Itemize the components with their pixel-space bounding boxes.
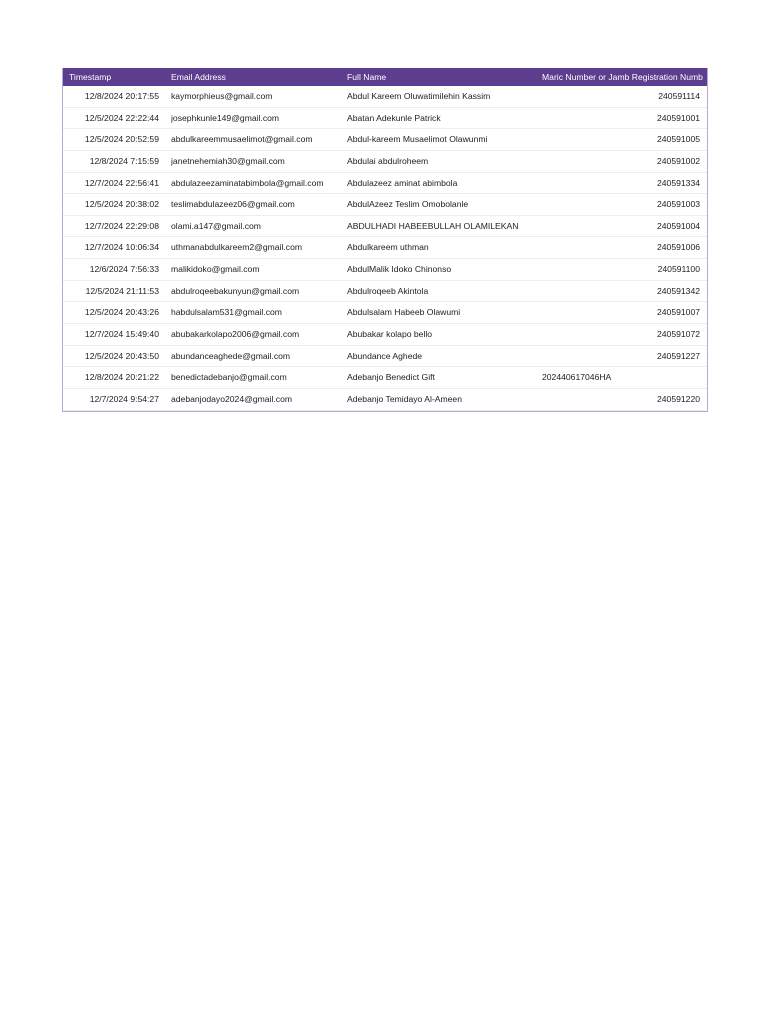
cell-full-name[interactable]: AbdulMalik Idoko Chinonso (347, 264, 452, 275)
cell-matric-number[interactable]: 240591007 (656, 307, 700, 318)
cell-timestamp[interactable]: 12/5/2024 20:43:50 (84, 350, 159, 361)
cell-full-name[interactable]: Abdulroqeeb Akintola (347, 285, 429, 296)
table-row[interactable] (63, 173, 707, 195)
cell-full-name[interactable]: Abubakar kolapo bello (347, 329, 433, 340)
cell-full-name[interactable]: Abdulazeez aminat abimbola (347, 177, 458, 188)
cell-matric-number[interactable]: 240591100 (657, 264, 700, 275)
table-row[interactable] (63, 346, 707, 368)
cell-timestamp[interactable]: 12/7/2024 22:29:08 (84, 220, 159, 231)
column-header-matric-number[interactable]: Maric Number or Jamb Registration Numb (542, 72, 703, 82)
table-row[interactable] (63, 151, 707, 173)
cell-email[interactable]: uthmanabdulkareem2@gmail.com (171, 242, 303, 253)
cell-full-name[interactable]: AbdulAzeez Teslim Omobolanle (347, 199, 469, 210)
cell-matric-number[interactable]: 240591342 (656, 285, 700, 296)
cell-timestamp[interactable]: 12/7/2024 22:56:41 (84, 177, 159, 188)
cell-matric-number[interactable]: 240591004 (656, 220, 700, 231)
table-row[interactable] (63, 324, 707, 346)
cell-timestamp[interactable]: 12/5/2024 20:43:26 (84, 307, 159, 318)
cell-timestamp[interactable]: 12/5/2024 21:11:53 (85, 285, 159, 296)
cell-matric-number[interactable]: 240591072 (656, 329, 700, 340)
cell-email[interactable]: adebanjodayo2024@gmail.com (171, 393, 293, 404)
cell-matric-number[interactable]: 240591114 (658, 91, 700, 101)
cell-matric-number[interactable]: 240591001 (656, 112, 700, 123)
cell-matric-number[interactable]: 240591003 (656, 199, 700, 210)
cell-full-name[interactable]: Abundance Aghede (347, 350, 423, 361)
column-header-email[interactable]: Email Address (171, 72, 226, 82)
cell-timestamp[interactable]: 12/5/2024 22:22:44 (84, 112, 159, 123)
table-body (63, 86, 707, 411)
cell-email[interactable]: josephkunle149@gmail.com (171, 112, 280, 123)
cell-matric-number[interactable]: 240591005 (656, 134, 700, 145)
cell-timestamp[interactable]: 12/7/2024 15:49:40 (84, 329, 159, 340)
cell-email[interactable]: malikidoko@gmail.com (171, 264, 260, 275)
cell-timestamp[interactable]: 12/5/2024 20:52:59 (84, 134, 159, 145)
cell-timestamp[interactable]: 12/8/2024 20:21:22 (84, 372, 159, 383)
table-row[interactable] (63, 302, 707, 324)
cell-email[interactable]: janetnehemiah30@gmail.com (171, 155, 285, 166)
cell-full-name[interactable]: Abdulai abdulroheem (347, 155, 429, 166)
table-row[interactable] (63, 86, 707, 108)
cell-email[interactable]: abubakarkolapo2006@gmail.com (171, 329, 300, 340)
cell-timestamp[interactable]: 12/7/2024 10:06:34 (84, 242, 159, 253)
table-row[interactable] (63, 194, 707, 216)
column-header-timestamp[interactable]: Timestamp (69, 72, 112, 82)
column-header-full-name[interactable]: Full Name (347, 72, 387, 82)
responses-table (62, 68, 708, 412)
cell-full-name[interactable]: Abatan Adekunle Patrick (347, 112, 441, 123)
cell-email[interactable]: abdulkareemmusaelimot@gmail.com (171, 134, 313, 145)
cell-email[interactable]: teslimabdulazeez06@gmail.com (171, 199, 295, 210)
cell-full-name[interactable]: Abdulsalam Habeeb Olawumi (347, 307, 461, 318)
cell-matric-number[interactable]: 240591227 (656, 350, 700, 361)
cell-timestamp[interactable]: 12/5/2024 20:38:02 (84, 199, 159, 210)
cell-timestamp[interactable]: 12/6/2024 7:56:33 (89, 264, 159, 275)
table-row[interactable] (63, 367, 707, 389)
cell-matric-number[interactable]: 240591334 (656, 177, 700, 188)
cell-jamb-number[interactable]: 202440617046HA (542, 372, 612, 383)
cell-full-name[interactable]: Abdul Kareem Oluwatimilehin Kassim (347, 91, 491, 101)
table-row[interactable] (63, 129, 707, 151)
table-row[interactable] (63, 389, 707, 411)
table-row[interactable] (63, 281, 707, 303)
cell-matric-number[interactable]: 240591220 (656, 393, 700, 404)
table-header-row (63, 68, 707, 86)
cell-email[interactable]: habdulsalam531@gmail.com (171, 307, 282, 318)
cell-matric-number[interactable]: 240591002 (656, 155, 700, 166)
cell-timestamp[interactable]: 12/7/2024 9:54:27 (89, 393, 159, 404)
cell-email[interactable]: abundanceaghede@gmail.com (171, 350, 291, 361)
table-row[interactable] (63, 259, 707, 281)
cell-email[interactable]: abdulazeezaminatabimbola@gmail.com (171, 177, 324, 188)
cell-matric-number[interactable]: 240591006 (656, 242, 700, 253)
cell-full-name[interactable]: Adebanjo Benedict Gift (347, 372, 435, 383)
cell-timestamp[interactable]: 12/8/2024 20:17:55 (84, 91, 159, 101)
table-row[interactable] (63, 237, 707, 259)
cell-email[interactable]: olami.a147@gmail.com (171, 220, 261, 231)
table-row[interactable] (63, 108, 707, 130)
cell-timestamp[interactable]: 12/8/2024 7:15:59 (89, 155, 159, 166)
cell-email[interactable]: abdulroqeebakunyun@gmail.com (171, 285, 300, 296)
cell-full-name[interactable]: Abdulkareem uthman (347, 242, 429, 253)
table-row[interactable] (63, 216, 707, 238)
cell-full-name[interactable]: Abdul-kareem Musaelimot Olawunmi (347, 134, 488, 145)
cell-email[interactable]: kaymorphieus@gmail.com (171, 91, 273, 101)
cell-full-name[interactable]: Adebanjo Temidayo Al-Ameen (347, 393, 462, 404)
cell-email[interactable]: benedictadebanjo@gmail.com (171, 372, 287, 383)
cell-full-name[interactable]: ABDULHADI HABEEBULLAH OLAMILEKAN (347, 220, 519, 231)
